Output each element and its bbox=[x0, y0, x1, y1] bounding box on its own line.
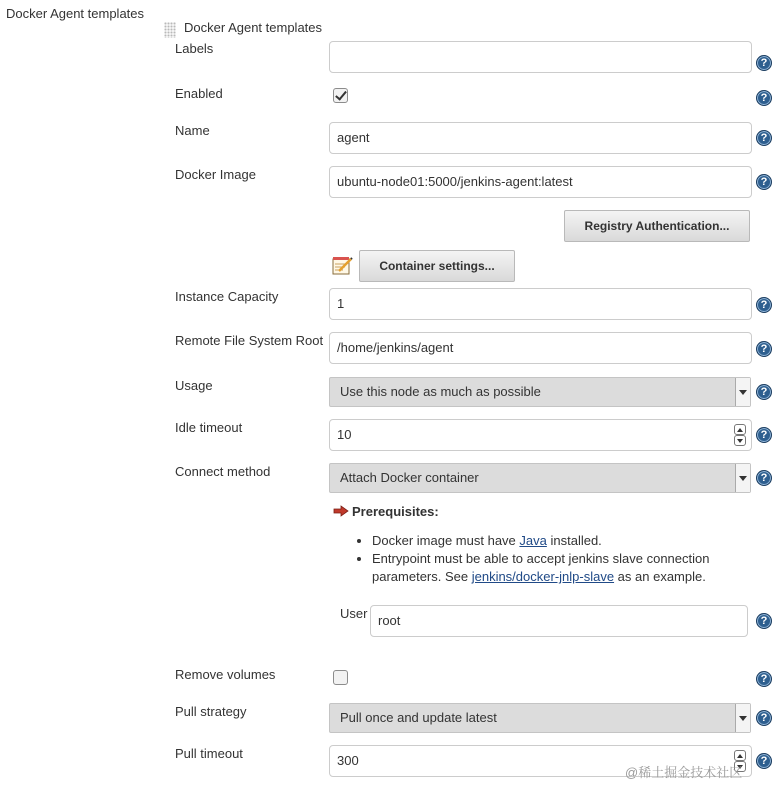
instance-capacity-input[interactable]: 1 bbox=[329, 288, 752, 320]
connect-method-label: Connect method bbox=[175, 464, 271, 479]
docker-image-label: Docker Image bbox=[175, 167, 256, 182]
chevron-down-icon[interactable] bbox=[735, 704, 750, 732]
usage-select-value: Use this node as much as possible bbox=[340, 384, 541, 399]
notepad-icon bbox=[331, 254, 353, 276]
user-label: User bbox=[340, 606, 368, 621]
idle-timeout-label: Idle timeout bbox=[175, 420, 243, 435]
remote-fs-root-input[interactable]: /home/jenkins/agent bbox=[329, 332, 752, 364]
pull-timeout-label: Pull timeout bbox=[175, 746, 243, 761]
docker-image-input[interactable]: ubuntu-node01:5000/jenkins-agent:latest bbox=[329, 166, 752, 198]
help-icon[interactable]: ? bbox=[756, 130, 772, 146]
connect-method-select[interactable] bbox=[329, 463, 751, 493]
usage-select[interactable] bbox=[329, 377, 751, 407]
list-item bbox=[372, 550, 742, 586]
template-header: Docker Agent templates bbox=[184, 20, 323, 35]
remove-volumes-checkbox[interactable] bbox=[333, 670, 348, 685]
stepper-up-icon[interactable] bbox=[734, 750, 746, 761]
prerequisites-title: Prerequisites: bbox=[352, 504, 439, 519]
help-icon[interactable]: ? bbox=[756, 427, 772, 443]
help-icon[interactable]: ? bbox=[756, 297, 772, 313]
container-settings-button[interactable]: Container settings... bbox=[359, 250, 515, 282]
help-icon[interactable]: ? bbox=[756, 384, 772, 400]
pull-strategy-label: Pull strategy bbox=[175, 704, 247, 719]
pull-timeout-value: 300 bbox=[337, 753, 359, 768]
help-icon[interactable]: ? bbox=[756, 710, 772, 726]
list-item-text: as an example. bbox=[614, 569, 706, 584]
arrow-right-icon bbox=[333, 505, 349, 517]
chevron-down-icon[interactable] bbox=[735, 378, 750, 406]
name-input[interactable]: agent bbox=[329, 122, 752, 154]
idle-timeout-input[interactable] bbox=[329, 419, 752, 451]
list-item-text: Docker image must have bbox=[372, 533, 520, 548]
help-icon[interactable]: ? bbox=[756, 613, 772, 629]
remove-volumes-label: Remove volumes bbox=[175, 667, 276, 682]
connect-method-select-value: Attach Docker container bbox=[340, 470, 479, 485]
help-icon[interactable]: ? bbox=[756, 753, 772, 769]
pull-strategy-select-value: Pull once and update latest bbox=[340, 710, 497, 725]
number-stepper[interactable] bbox=[734, 424, 746, 446]
instance-capacity-label: Instance Capacity bbox=[175, 289, 279, 304]
watermark: @稀土掘金技术社区 bbox=[625, 765, 743, 780]
pull-strategy-select[interactable] bbox=[329, 703, 751, 733]
help-icon[interactable]: ? bbox=[756, 341, 772, 357]
stepper-up-icon[interactable] bbox=[734, 424, 746, 435]
enabled-checkbox[interactable] bbox=[333, 88, 348, 103]
list-item bbox=[372, 532, 742, 550]
chevron-down-icon[interactable] bbox=[735, 464, 750, 492]
enabled-label: Enabled bbox=[175, 86, 223, 101]
labels-label: Labels bbox=[175, 41, 214, 56]
list-item-text: installed. bbox=[546, 533, 602, 548]
help-icon[interactable]: ? bbox=[756, 90, 772, 106]
section-title: Docker Agent templates bbox=[6, 6, 145, 21]
prerequisites-list bbox=[358, 532, 742, 586]
registry-authentication-button[interactable]: Registry Authentication... bbox=[564, 210, 750, 242]
help-icon[interactable]: ? bbox=[756, 174, 772, 190]
help-icon[interactable]: ? bbox=[756, 55, 772, 71]
docker-jnlp-slave-link[interactable]: jenkins/docker-jnlp-slave bbox=[471, 569, 615, 584]
idle-timeout-value: 10 bbox=[337, 427, 352, 442]
remote-fs-root-label: Remote File System Root bbox=[175, 333, 324, 348]
drag-handle-icon[interactable] bbox=[164, 22, 176, 38]
stepper-down-icon[interactable] bbox=[734, 435, 746, 446]
name-label: Name bbox=[175, 123, 210, 138]
help-icon[interactable]: ? bbox=[756, 470, 772, 486]
usage-label: Usage bbox=[175, 378, 213, 393]
java-link[interactable]: Java bbox=[519, 533, 547, 548]
user-input[interactable]: root bbox=[370, 605, 748, 637]
help-icon[interactable]: ? bbox=[756, 671, 772, 687]
list-item-text: Entrypoint must be able to accept jenkins slave connection parameters. See bbox=[372, 551, 710, 584]
labels-input[interactable] bbox=[329, 41, 752, 73]
